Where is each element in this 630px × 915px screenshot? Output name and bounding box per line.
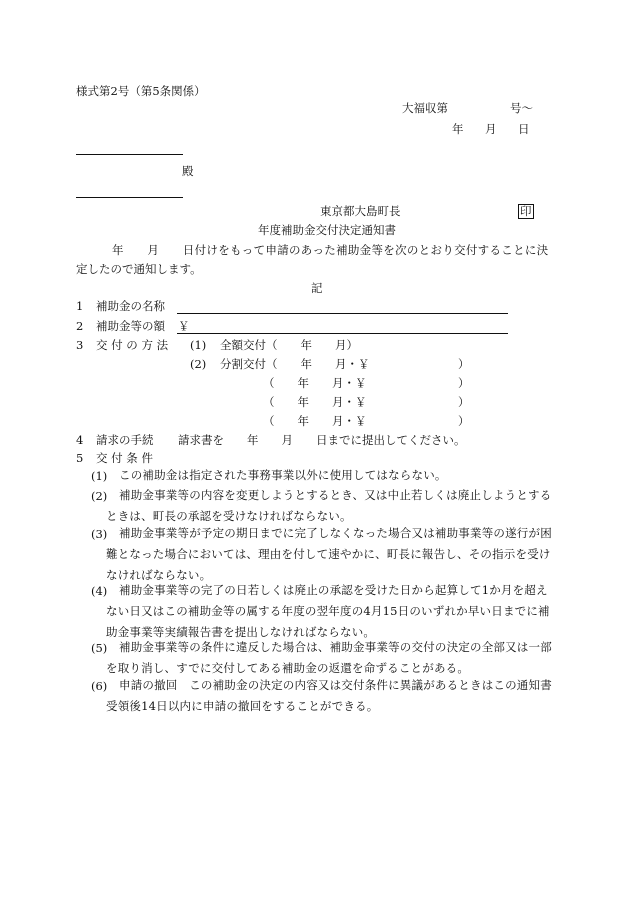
condition-text: この補助金は指定された事務事業以外に使用してはならない。 [119,468,447,482]
installment-row-close: ） [458,414,470,428]
installment-row: （ 年 月・￥ [263,376,367,390]
item4-number: 4 [76,433,84,447]
item3-opt1-text: 全額交付（ 年 月） [220,338,358,352]
item5-number: 5 [76,451,84,465]
date-day: 日 [518,122,530,136]
recipient-line-top [76,154,183,155]
form-number: 様式第2号（第5条関係） [76,84,206,98]
condition-text: 補助金事業等が予定の期日までに完了しなくなった場合又は補助事業等の遂行が困難となった場合においては、理由を付して速やかに、町長に報告し、その指示を受けなければならない。 [106,526,552,582]
condition-number: (5) [91,641,108,655]
recipient-line-bottom [76,197,183,198]
item5-label: 交 付 条 件 [96,451,153,465]
item2-number: 2 [76,319,84,333]
item4-text: 請求書を 年 月 日までに提出してください。 [178,433,466,447]
item3-opt2-close: ） [458,357,470,371]
condition-text: 補助金事業等の内容を変更しようとするとき、又は中止若しくは廃止しようとするときは、町長の承認を受けなければならない。 [106,488,552,523]
condition-number: (3) [91,527,108,541]
installment-row: （ 年 月・￥ [263,414,367,428]
installment-row-close: ） [458,395,470,409]
item3-opt2-text: 分割交付（ 年 月・￥ [220,357,370,371]
intro-line-1: 年 月 日付けをもって申請のあった補助金等を次のとおり交付することに決 [112,243,549,257]
seal-mark: 印 [520,204,532,218]
condition-text: 補助金事業等の完了の日若しくは廃止の承認を受けた日から起算して1か月を超えない日又はこの補助金等の属する年度の翌年度の4月15日のいずれか早い日までに補助金事業等実績報告書を提出しなければならない。 [106,583,550,639]
condition-number: (2) [91,489,108,503]
item2-blank-line [177,333,508,334]
doc-number-prefix: 大福収第 [402,101,448,115]
item3-label: 交 付 の 方 法 [96,338,169,352]
date-year: 年 [452,122,464,136]
issuer-name: 東京都大島町長 [320,204,401,218]
recipient-honorific: 殿 [182,164,194,178]
installment-row: （ 年 月・￥ [263,395,367,409]
date-month: 月 [485,122,497,136]
item4-label: 請求の手続 [96,433,154,447]
doc-number-suffix: 号～ [510,101,533,115]
ki-heading: 記 [311,281,323,295]
item2-label: 補助金等の額 [96,319,165,333]
condition-number: (6) [91,679,108,693]
item3-number: 3 [76,338,84,352]
item1-number: 1 [76,299,84,313]
condition-text: 申請の撤回 この補助金の決定の内容又は交付条件に異議があるときはこの通知書受領後14日以内に申請の撤回をすることができる。 [106,678,552,713]
condition-text: 補助金事業等の条件に違反した場合は、補助金事業等の交付の決定の全部又は一部を取り消し、すでに交付してある補助金の返還を命ずることがある。 [106,640,552,675]
condition-number: (4) [91,584,108,598]
item1-label: 補助金の名称 [96,299,165,313]
item3-opt1-number: (1) [190,338,207,352]
yen-sign: ￥ [178,319,190,333]
item3-opt2-number: (2) [190,357,207,371]
condition-number: (1) [91,469,108,483]
installment-row-close: ） [458,376,470,390]
intro-line-2: 定したので通知します。 [76,262,202,276]
item1-blank-line [177,313,508,314]
document-title: 年度補助金交付決定通知書 [258,223,396,237]
